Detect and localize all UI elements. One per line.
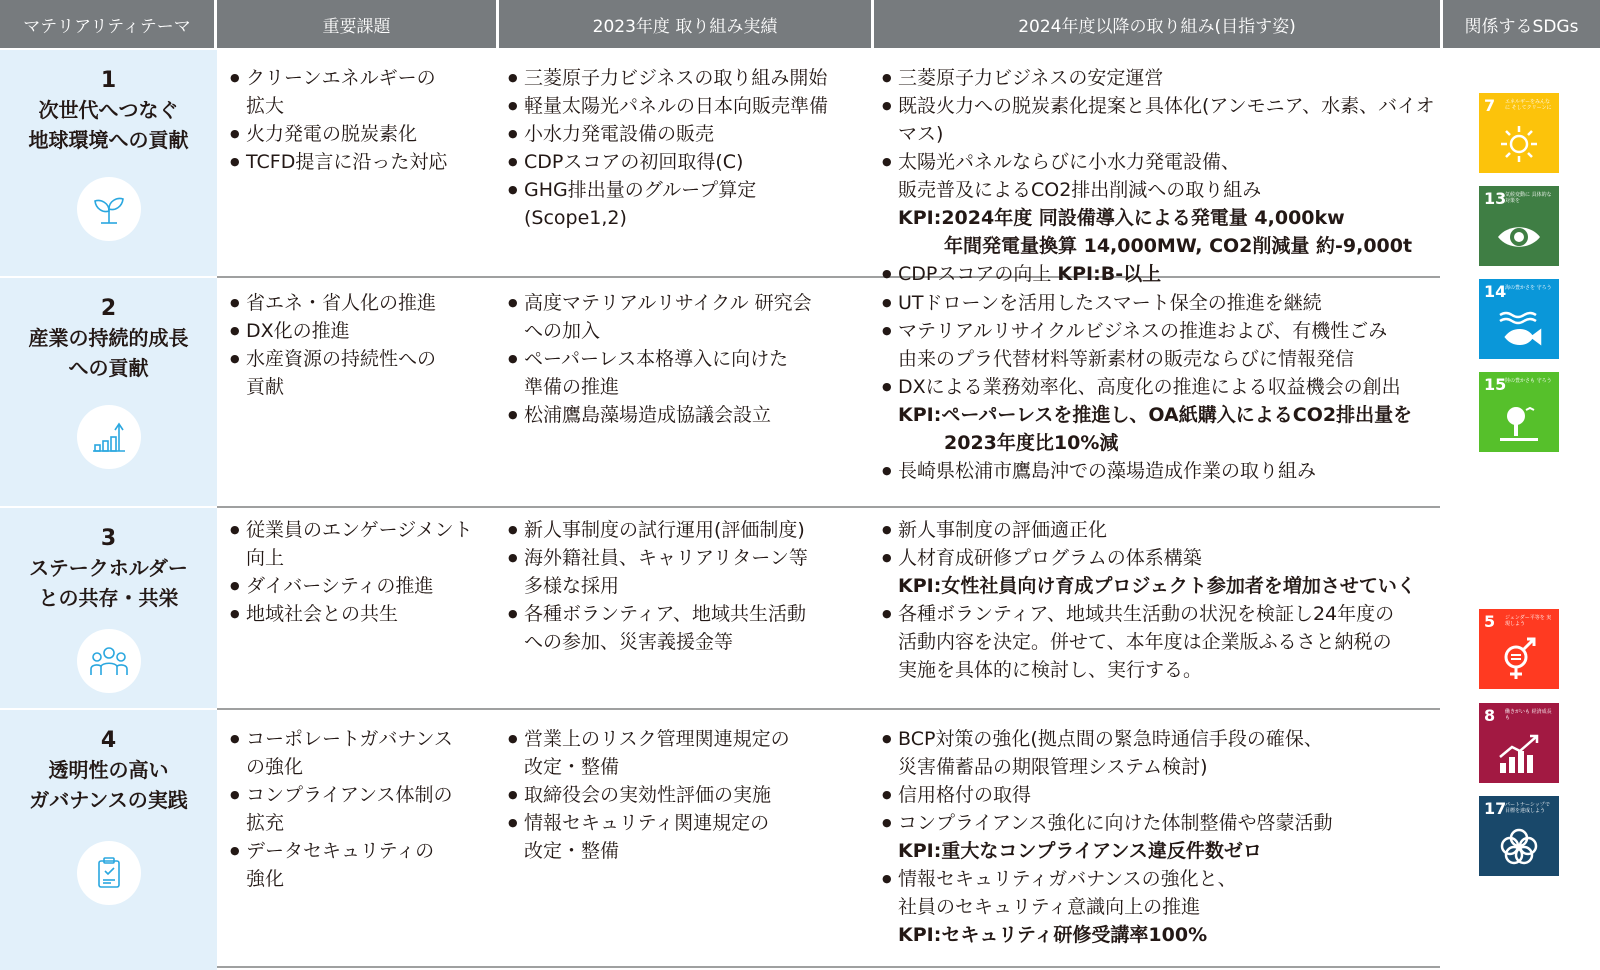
header-future-2024: 2024年度以降の取り組み(目指す姿) — [874, 0, 1440, 48]
tree-icon — [1496, 400, 1542, 446]
theme-title-line: 透明性の高い — [48, 758, 169, 782]
issues-cell-1 — [230, 64, 495, 176]
kpi-text: KPI:2024年度 同設備導入による発電量 4,000kw — [898, 207, 1345, 229]
list-item — [882, 317, 1442, 373]
theme-cell-1 — [0, 50, 217, 276]
list-item: ● コンプライアンス強化に向けた体制整備や啓蒙活動 — [882, 809, 1442, 837]
kpi-text: 2023年度比10%減 — [944, 432, 1119, 454]
theme-title-line: 産業の持続的成長 — [28, 326, 189, 350]
list-item-text: 販売普及によるCO2排出削減への取り組み — [898, 179, 1262, 201]
list-item: ● CDPスコアの初回取得(C) — [508, 148, 870, 176]
list-item-text: (Scope1,2) — [524, 207, 627, 229]
gender-icon — [1496, 637, 1542, 683]
list-item-text: 情報セキュリティ関連規定の — [524, 812, 770, 834]
list-item-text: への加入 — [524, 320, 601, 342]
list-item — [230, 837, 495, 893]
clipboard-icon — [77, 841, 141, 905]
sdg-number: 8 — [1484, 706, 1496, 725]
list-item: ● 軽量太陽光パネルの日本向販売準備 — [508, 92, 870, 120]
list-item — [882, 260, 1442, 288]
sdg-number: 15 — [1484, 375, 1507, 394]
issues-cell-4 — [230, 725, 495, 893]
theme-title — [0, 323, 217, 383]
list-item-text: の強化 — [246, 756, 304, 778]
list-item: ● 火力発電の脱炭素化 — [230, 120, 495, 148]
list-item-text: 由来のプラ代替材料等新素材の販売ならびに情報発信 — [898, 348, 1355, 370]
sdg-number: 14 — [1484, 282, 1507, 301]
list-item: ● 三菱原子力ビジネスの取り組み開始 — [508, 64, 870, 92]
issues-cell-3 — [230, 516, 495, 628]
list-item — [230, 781, 495, 837]
theme-number: 2 — [100, 296, 117, 321]
list-item — [882, 725, 1442, 781]
list-item-text: 各種ボランティア、地域共生活動の状況を検証し24年度の — [898, 603, 1395, 625]
future-cell-2 — [882, 289, 1442, 485]
list-item: ● ダイバーシティの推進 — [230, 572, 495, 600]
list-item: ● 取締役会の実効性評価の実施 — [508, 781, 870, 809]
list-item — [508, 600, 870, 656]
future-cell-4 — [882, 725, 1442, 949]
list-item — [508, 289, 870, 345]
list-item — [230, 64, 495, 120]
sdg-title: 気候変動に 具体的な対策を — [1505, 192, 1552, 204]
list-item-text: GHG排出量のグループ算定 — [524, 179, 757, 201]
people-icon — [77, 629, 141, 693]
header-results-2023: 2023年度 取り組み実績 — [499, 0, 871, 48]
list-item: ● 小水力発電設備の販売 — [508, 120, 870, 148]
theme-title-line: との共存・共栄 — [38, 586, 179, 610]
kpi-text: KPI:ペーパーレスを推進し、OA紙購入によるCO2排出量を — [898, 404, 1413, 426]
list-item — [508, 345, 870, 401]
sdg-14-icon — [1479, 279, 1559, 359]
list-item — [230, 345, 495, 401]
theme-cell-2 — [0, 278, 217, 506]
list-item-text: コーポレートガバナンス — [246, 728, 453, 750]
theme-title-line: ステークホルダー — [29, 556, 188, 580]
list-item-text: 太陽光パネルならびに小水力発電設備、 — [898, 151, 1241, 173]
list-item: ● 長崎県松浦市鷹島沖での藻場造成作業の取り組み — [882, 457, 1442, 485]
theme-title-line: への貢献 — [68, 356, 149, 380]
theme-cell-3 — [0, 508, 217, 708]
header-issues: 重要課題 — [217, 0, 496, 48]
list-item: ● 新人事制度の試行運用(評価制度) — [508, 516, 870, 544]
header-sdgs: 関係するSDGs — [1443, 0, 1600, 48]
theme-number: 1 — [100, 68, 117, 93]
list-item — [508, 809, 870, 865]
fish-icon — [1496, 307, 1542, 353]
list-item-text: 災害備蓄品の期限管理システム検討) — [898, 756, 1208, 778]
list-item-text: 拡充 — [246, 812, 285, 834]
list-item — [508, 544, 870, 600]
sdg-15-icon — [1479, 372, 1559, 452]
list-item: ● 地域社会との共生 — [230, 600, 495, 628]
list-item-text: マテリアルリサイクルビジネスの推進および、有機性ごみ — [898, 320, 1388, 342]
list-item — [230, 516, 495, 572]
list-item — [882, 148, 1442, 204]
sdg-17-icon — [1479, 796, 1559, 876]
table-bottom-line — [217, 966, 1440, 968]
list-item — [882, 600, 1442, 684]
list-item-text: 従業員のエンゲージメント — [246, 519, 473, 541]
list-item-text: コンプライアンス体制の — [246, 784, 453, 806]
theme-title-line: 地球環境への貢献 — [28, 128, 189, 152]
theme-title — [0, 95, 217, 155]
list-item: ● DXによる業務効率化、高度化の推進による収益機会の創出 — [882, 373, 1442, 401]
kpi-text: KPI:B-以上 — [1057, 263, 1162, 285]
sdg-8-icon — [1479, 703, 1559, 783]
theme-title — [0, 553, 217, 613]
issues-cell-2 — [230, 289, 495, 401]
theme-number: 3 — [100, 526, 117, 551]
kpi-text: 年間発電量換算 14,000MW, CO2削減量 約-9,000t — [944, 235, 1413, 257]
future-cell-1 — [882, 64, 1442, 288]
theme-cell-4 — [0, 710, 217, 970]
list-item-text: への参加、災害義援金等 — [524, 631, 734, 653]
list-item: ● 松浦鷹島藻場造成協議会設立 — [508, 401, 870, 429]
kpi-text: KPI:女性社員向け育成プロジェクト参加者を増加させていく — [898, 575, 1416, 597]
future-cell-3 — [882, 516, 1442, 684]
list-item-text: 水産資源の持続性への — [246, 348, 437, 370]
list-item-text: CDPスコアの向上 — [898, 263, 1058, 285]
list-item-text: 多様な採用 — [524, 575, 620, 597]
list-item-text: 活動内容を決定。併せて、本年度は企業版ふるさと納税の — [898, 631, 1392, 653]
list-item-text: 準備の推進 — [524, 376, 620, 398]
row-divider — [217, 708, 1440, 710]
results-cell-4 — [508, 725, 870, 865]
list-item — [508, 176, 870, 232]
list-item-text: 向上 — [246, 547, 285, 569]
list-item-text: データセキュリティの — [246, 840, 435, 862]
sdg-number: 5 — [1484, 612, 1496, 631]
kpi-text: KPI:重大なコンプライアンス違反件数ゼロ — [898, 840, 1262, 862]
results-cell-3 — [508, 516, 870, 656]
growth-bars-icon — [1496, 731, 1542, 777]
sdg-title: 働きがいも 経済成長も — [1505, 709, 1552, 721]
results-cell-2 — [508, 289, 870, 429]
eye-globe-icon — [1496, 214, 1542, 260]
header-theme: マテリアリティテーマ — [0, 0, 214, 48]
list-item: ● 省エネ・省人化の推進 — [230, 289, 495, 317]
sdg-title: 陸の豊かさも 守ろう — [1505, 378, 1552, 384]
sdg-13-icon — [1479, 186, 1559, 266]
growth-chart-icon — [77, 405, 141, 469]
list-item: ● 新人事制度の評価適正化 — [882, 516, 1442, 544]
sdg-number: 17 — [1484, 799, 1507, 818]
list-item: ● DX化の推進 — [230, 317, 495, 345]
list-item — [882, 865, 1442, 921]
list-item: ● 既設火力への脱炭素化提案と具体化(アンモニア、水素、バイオマス) — [882, 92, 1442, 148]
list-item-text: 改定・整備 — [524, 756, 620, 778]
sdg-number: 7 — [1484, 96, 1496, 115]
list-item: ● TCFD提言に沿った対応 — [230, 148, 495, 176]
list-item-text: 改定・整備 — [524, 840, 620, 862]
sdg-title: パートナーシップで 目標を達成しよう — [1505, 802, 1550, 814]
theme-number: 4 — [100, 728, 117, 753]
list-item — [508, 725, 870, 781]
list-item: ● 信用格付の取得 — [882, 781, 1442, 809]
results-cell-1 — [508, 64, 870, 232]
sdg-number: 13 — [1484, 189, 1507, 208]
sdg-title: 海の豊かさを 守ろう — [1505, 285, 1552, 291]
sprout-icon — [77, 177, 141, 241]
list-item-text: ペーパーレス本格導入に向けた — [524, 348, 789, 370]
list-item: ● UTドローンを活用したスマート保全の推進を継続 — [882, 289, 1442, 317]
row-divider — [217, 506, 1440, 508]
rings-icon — [1496, 824, 1542, 870]
sdg-7-icon — [1479, 93, 1559, 173]
list-item-text: BCP対策の強化(拠点間の緊急時通信手段の確保、 — [898, 728, 1323, 750]
list-item-text: 各種ボランティア、地域共生活動 — [524, 603, 806, 625]
list-item: ● 人材育成研修プログラムの体系構築 — [882, 544, 1442, 572]
list-item-text: 強化 — [246, 868, 285, 890]
list-item — [230, 725, 495, 781]
list-item-text: クリーンエネルギーの — [246, 67, 436, 89]
list-item-text: 社員のセキュリティ意識向上の推進 — [898, 896, 1201, 918]
list-item-text: 貢献 — [246, 376, 285, 398]
list-item-text: 営業上のリスク管理関連規定の — [524, 728, 790, 750]
theme-title-line: 次世代へつなぐ — [38, 98, 179, 122]
sun-icon — [1496, 121, 1542, 167]
theme-title — [0, 755, 217, 815]
sdg-5-icon — [1479, 609, 1559, 689]
kpi-text: KPI:セキュリティ研修受講率100% — [898, 924, 1208, 946]
sdg-title: エネルギーをみんなに そしてクリーンに — [1505, 99, 1552, 111]
list-item: ● 三菱原子力ビジネスの安定運営 — [882, 64, 1442, 92]
list-item-text: 情報セキュリティガバナンスの強化と、 — [898, 868, 1237, 890]
list-item-text: 実施を具体的に検討し、実行する。 — [898, 659, 1203, 681]
theme-title-line: ガバナンスの実践 — [29, 788, 188, 812]
list-item-text: 拡大 — [246, 95, 285, 117]
list-item-text: 高度マテリアルリサイクル 研究会 — [524, 292, 812, 314]
list-item-text: 海外籍社員、キャリアリターン等 — [524, 547, 808, 569]
sdg-title: ジェンダー平等を 実現しよう — [1505, 615, 1552, 627]
